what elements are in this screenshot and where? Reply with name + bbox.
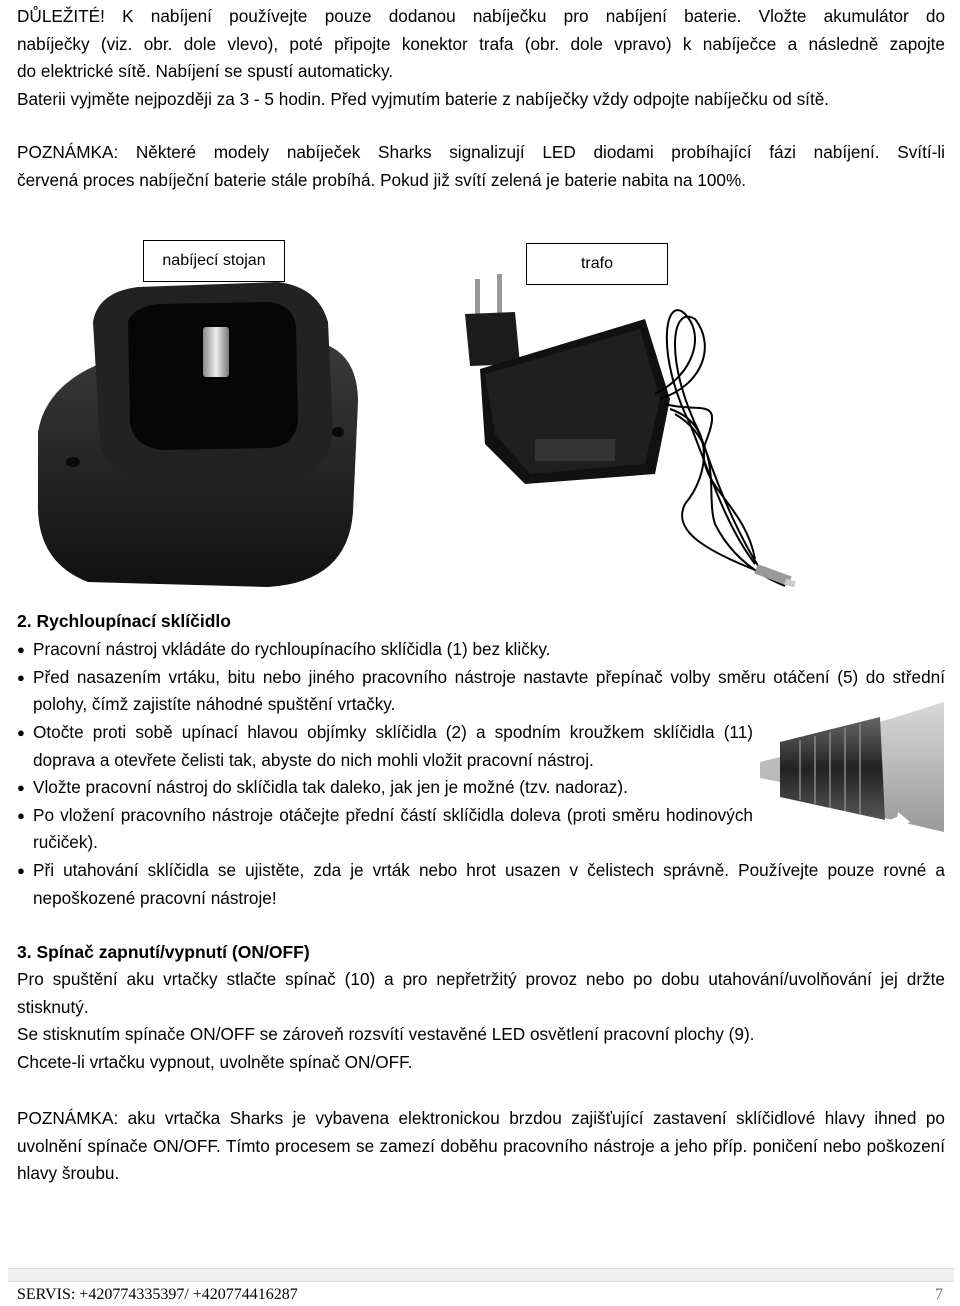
adapter-label: trafo (526, 243, 668, 285)
bullet-icon: ● (17, 725, 25, 740)
note-electronic-brake: POZNÁMKA: aku vrtačka Sharks je vybavena elektronickou brzdou zajišťující zastavení sklíčidlové hlavy ihned po uvolnění spínače ON/OFF. Tímto procesem se zamezí doběhu pracovního nástroje a jeho příp. poničení nebo poškození hlavy šroubu. (17, 1108, 945, 1184)
section-2-list-bottom (17, 857, 945, 912)
intro-paragraph (17, 3, 945, 113)
charger-label: nabíjecí stojan (143, 240, 285, 282)
footer-service-phone: SERVIS: +420774335397/ +420774416287 (17, 1286, 298, 1303)
note-line: červená proces nabíječní baterie stále probíhá. Pokud již svítí zelená je baterie nabita na 100%. (17, 169, 747, 190)
list-item: ● Vložte pracovní nástroj do sklíčidla tak daleko, jak jen je možné (tzv. nadoraz). (17, 774, 753, 802)
bullet-icon: ● (17, 642, 25, 657)
bullet-icon: ● (17, 669, 25, 685)
section-3-paragraph: Chcete-li vrtačku vypnout, uvolněte spínač ON/OFF. (17, 1051, 413, 1072)
note-line: POZNÁMKA: Některé modely nabíječek Sharks signalizují LED diodami probíhající fázi nabíjení. Svítí-li (17, 142, 945, 162)
footer-divider (8, 1268, 954, 1282)
bullet-icon: ● (17, 807, 25, 823)
bullet-icon: ● (17, 863, 25, 878)
intro-line: DŮLEŽITÉ! K nabíjení používejte pouze dodanou nabíječku pro nabíjení baterie. Vložte akumulátor do (17, 6, 945, 26)
list-item: ● Při utahování sklíčidla se ujistěte, zda je vrták nebo hrot usazen v čelistech správně. Používejte pouze rovné a nepoškozené pracovní nástroje! (17, 857, 945, 912)
section-3-paragraph: Pro spuštění aku vrtačky stlačte spínač (10) a pro nepřetržitý provoz nebo po dobu utahování/uvolňování jej držte stisknutý. (17, 969, 945, 1017)
section-3-paragraph: Se stisknutím spínače ON/OFF se zároveň rozsvítí vestavěné LED osvětlení pracovní plochy (9). (17, 1024, 755, 1045)
list-item: ● Otočte proti sobě upínací hlavou objímky sklíčidla (2) a spodním kroužkem sklíčidla (11) doprava a otevřete čelisti tak, abyste do nich mohli vložit pracovní nástroj. (17, 719, 753, 774)
intro-line: nabíječky (viz. obr. dole vlevo), poté připojte konektor trafa (obr. dole vpravo) k nabíječce a následně zapojte (17, 33, 945, 54)
section-3-heading: 3. Spínač zapnutí/vypnutí (ON/OFF) (17, 942, 310, 962)
intro-line: do elektrické sítě. Nabíjení se spustí automaticky. (17, 61, 394, 82)
section-3-body (17, 966, 945, 1076)
section-2-list-mid (17, 719, 753, 857)
adapter-image (455, 274, 815, 604)
list-item: ● Po vložení pracovního nástroje otáčejte přední částí sklíčidla doleva (proti směru hodinových ručiček). (17, 802, 753, 857)
charger-stand-image (28, 282, 368, 600)
intro-line: Baterii vyjměte nejpozději za 3 - 5 hodin. Před vyjmutím baterie z nabíječky vždy odpojte nabíječku od sítě. (17, 88, 830, 109)
note-charging-led (17, 139, 945, 194)
list-item: ● Před nasazením vrtáku, bitu nebo jiného pracovního nástroje nastavte přepínač volby směru otáčení (5) do střední polohy, čímž zajistíte náhodné spuštění vrtačky. (17, 664, 945, 719)
section-2-heading: 2. Rychloupínací sklíčidlo (17, 611, 231, 631)
bullet-icon: ● (17, 780, 25, 796)
page-number: 7 (935, 1286, 943, 1303)
list-item: ● Pracovní nástroj vkládáte do rychloupínacího sklíčidla (1) bez kličky. (17, 636, 945, 664)
drill-chuck-image (760, 702, 944, 832)
